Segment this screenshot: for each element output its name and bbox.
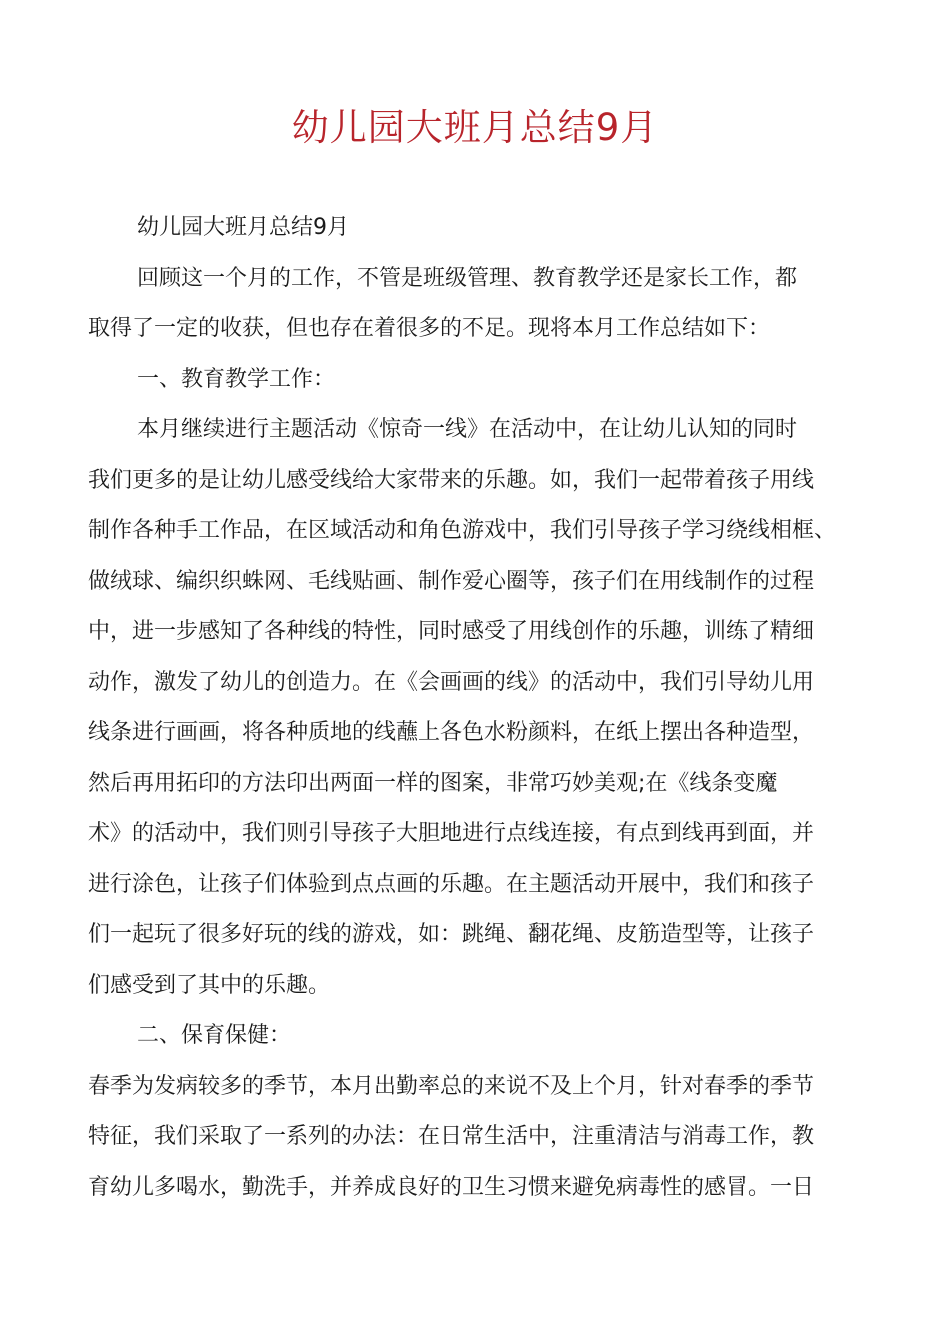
text-line: 本月继续进行主题活动《惊奇一线》在活动中，在让幼儿认知的同时 [137, 417, 798, 442]
text-line: 制作各种手工作品，在区域活动和角色游戏中，我们引导孩子学习绕线相框、 [88, 518, 837, 543]
document-title: 幼儿园大班月总结9月 [291, 106, 659, 149]
text-line: 特征，我们采取了一系列的办法：在日常生活中，注重清洁与消毒工作，教 [88, 1124, 815, 1149]
text-line: 幼儿园大班月总结9月 [137, 215, 349, 240]
text-line: 做绒球、编织织蛛网、毛线贴画、制作爱心圈等，孩子们在用线制作的过程 [88, 568, 815, 594]
text-line: 一、教育教学工作： [137, 366, 336, 392]
text-line: 中，进一步感知了各种线的特性，同时感受了用线创作的乐趣，训练了精细 [88, 619, 815, 644]
text-line: 们一起玩了很多好玩的线的游戏，如：跳绳、翻花绳、皮筋造型等，让孩子 [88, 922, 815, 947]
text-line: 取得了一定的收获，但也存在着很多的不足。现将本月工作总结如下： [88, 316, 771, 341]
document-body [88, 203, 874, 1213]
text-line: 们感受到了其中的乐趣。 [88, 972, 331, 998]
text-line: 回顾这一个月的工作，不管是班级管理、教育教学还是家长工作，都 [137, 265, 798, 291]
text-line: 二、保育保健： [137, 1023, 292, 1048]
text-line: 我们更多的是让幼儿感受线给大家带来的乐趣。如，我们一起带着孩子用线 [88, 467, 815, 493]
text-line: 然后再用拓印的方法印出两面一样的图案，非常巧妙美观;在《线条变魔 [88, 770, 778, 796]
text-line: 进行涂色，让孩子们体验到点点画的乐趣。在主题活动开展中，我们和孩子 [88, 871, 815, 897]
text-line: 动作，激发了幼儿的创造力。在《会画画的线》的活动中，我们引导幼儿用 [88, 669, 815, 695]
text-line: 术》的活动中，我们则引导孩子大胆地进行点线连接，有点到线再到面，并 [88, 821, 815, 846]
text-line: 育幼儿多喝水，勤洗手，并养成良好的卫生习惯来避免病毒性的感冒。一日 [88, 1174, 815, 1200]
text-line: 春季为发病较多的季节，本月出勤率总的来说不及上个月，针对春季的季节 [88, 1073, 815, 1099]
text-line: 线条进行画画，将各种质地的线蘸上各色水粉颜料，在纸上摆出各种造型， [88, 720, 815, 745]
